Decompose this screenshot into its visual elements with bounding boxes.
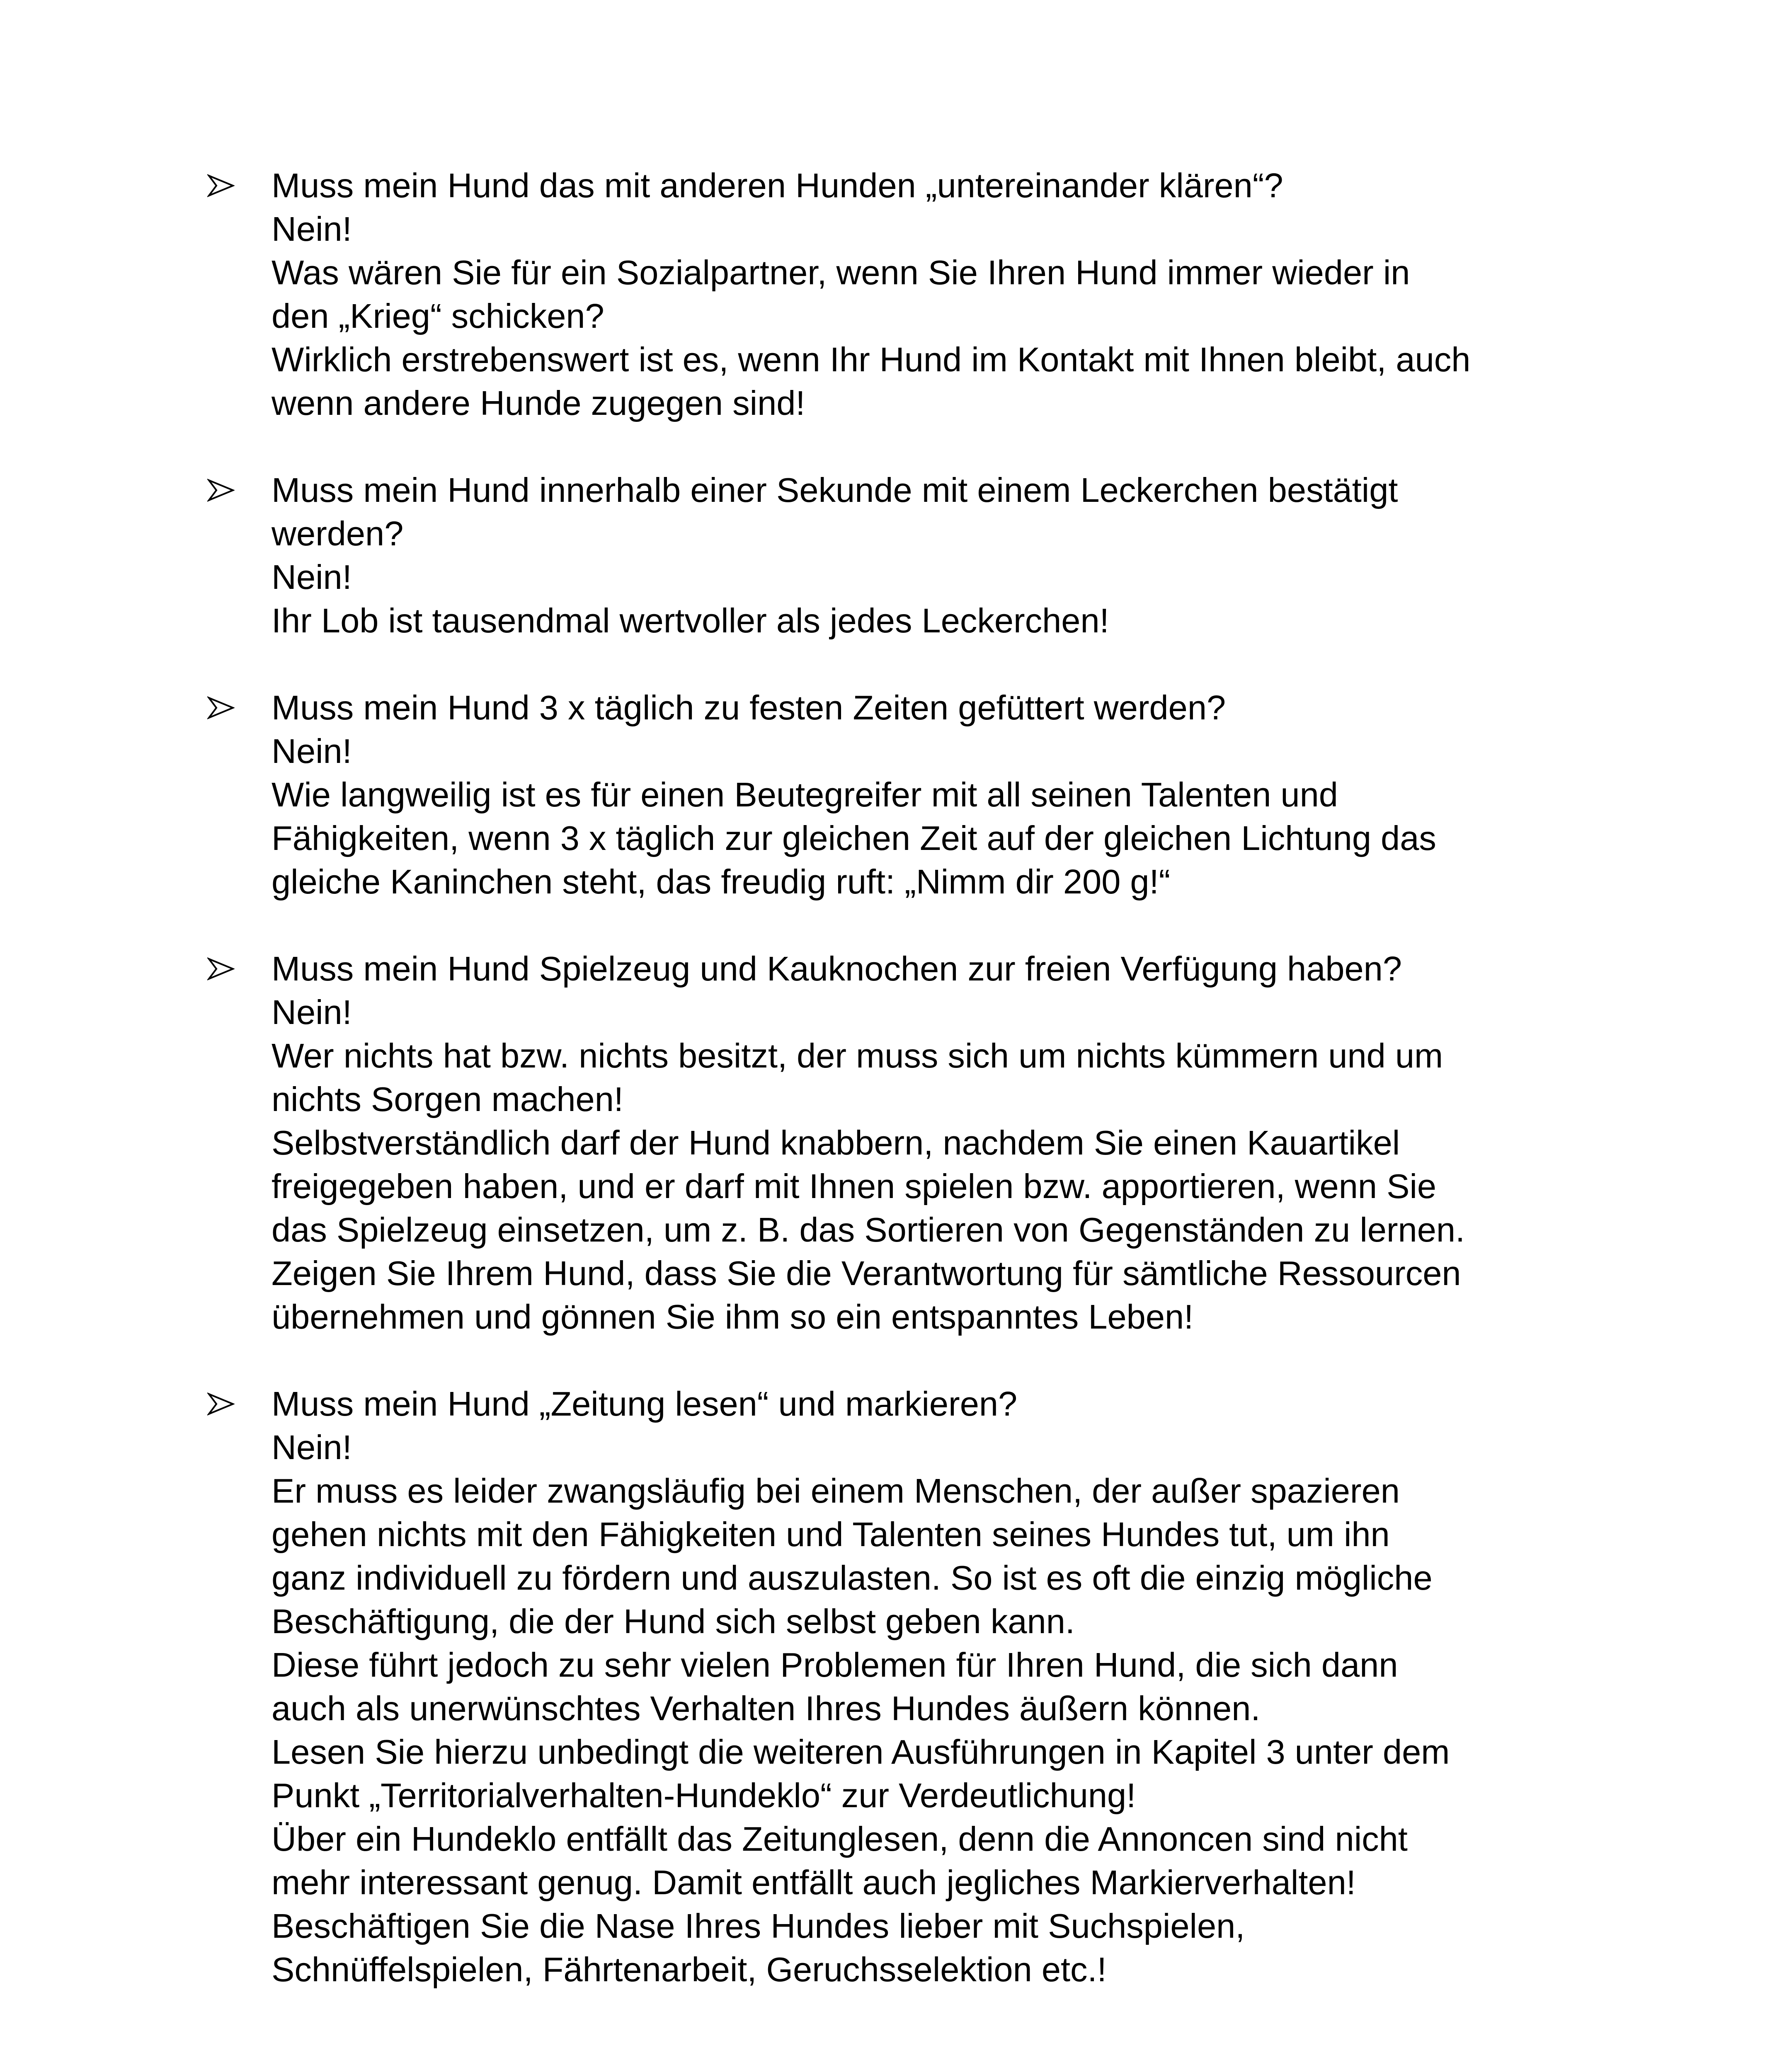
- faq-answer-line: nichts Sorgen machen!: [272, 1080, 623, 1118]
- faq-answer-line: Wirklich erstrebenswert ist es, wenn Ihr Hund im Kontakt mit Ihnen bleibt, auch: [272, 340, 1471, 379]
- faq-answer-line: Lesen Sie hierzu unbedingt die weiteren Ausführungen in Kapitel 3 unter dem: [272, 1733, 1450, 1771]
- faq-answer-line: Punkt „Territorialverhalten-Hundeklo“ zur Verdeutlichung!: [272, 1776, 1136, 1815]
- faq-answer-line: Selbstverständlich darf der Hund knabbern, nachdem Sie einen Kauartikel: [272, 1123, 1400, 1162]
- faq-answer-line: das Spielzeug einsetzen, um z. B. das Sortieren von Gegenständen zu lernen.: [272, 1210, 1465, 1249]
- faq-item: [207, 947, 1625, 1339]
- faq-answer-line: Diese führt jedoch zu sehr vielen Problemen für Ihren Hund, die sich dann: [272, 1646, 1398, 1684]
- faq-answer-line: mehr interessant genug. Damit entfällt auch jegliches Markierverhalten!: [272, 1863, 1356, 1902]
- faq-list: [207, 164, 1625, 2035]
- faq-answer-line: Was wären Sie für ein Sozialpartner, wenn Sie Ihren Hund immer wieder in: [272, 253, 1410, 292]
- faq-answer-line: ganz individuell zu fördern und auszulasten. So ist es oft die einzig mögliche: [272, 1559, 1433, 1597]
- faq-answer-line: Beschäftigung, die der Hund sich selbst geben kann.: [272, 1602, 1075, 1641]
- faq-question: Muss mein Hund innerhalb einer Sekunde mit einem Leckerchen bestätigt: [272, 471, 1398, 509]
- faq-answer-line: Nein!: [272, 210, 352, 248]
- faq-answer-line: Er muss es leider zwangsläufig bei einem Menschen, der außer spazieren: [272, 1472, 1400, 1510]
- faq-question: Muss mein Hund 3 x täglich zu festen Zeiten gefüttert werden?: [272, 688, 1226, 727]
- faq-answer-line: Zeigen Sie Ihrem Hund, dass Sie die Verantwortung für sämtliche Ressourcen: [272, 1254, 1461, 1293]
- faq-answer-line: Wer nichts hat bzw. nichts besitzt, der muss sich um nichts kümmern und um: [272, 1036, 1443, 1075]
- faq-answer-line: Nein!: [272, 732, 352, 770]
- faq-answer-line: Beschäftigen Sie die Nase Ihres Hundes lieber mit Suchspielen,: [272, 1907, 1245, 1945]
- faq-item: [207, 468, 1625, 642]
- faq-answer-line: freigegeben haben, und er darf mit Ihnen spielen bzw. apportieren, wenn Sie: [272, 1167, 1437, 1205]
- arrowhead-bullet-icon: [207, 468, 240, 512]
- faq-question: Muss mein Hund Spielzeug und Kauknochen zur freien Verfügung haben?: [272, 949, 1402, 988]
- faq-answer-line: den „Krieg“ schicken?: [272, 297, 604, 335]
- faq-question-continuation: werden?: [272, 514, 404, 553]
- faq-answer-line: wenn andere Hunde zugegen sind!: [272, 384, 805, 422]
- faq-question: Muss mein Hund das mit anderen Hunden „untereinander klären“?: [272, 166, 1283, 205]
- arrowhead-bullet-icon: [207, 686, 240, 729]
- arrowhead-bullet-icon: [207, 1382, 240, 1426]
- faq-item: [207, 1382, 1625, 1991]
- faq-answer-line: auch als unerwünschtes Verhalten Ihres Hundes äußern können.: [272, 1689, 1261, 1728]
- faq-item: [207, 164, 1625, 425]
- faq-answer-line: Ihr Lob ist tausendmal wertvoller als jedes Leckerchen!: [272, 601, 1109, 640]
- faq-answer-line: Über ein Hundeklo entfällt das Zeitunglesen, denn die Annoncen sind nicht: [272, 1820, 1408, 1858]
- faq-answer-line: gleiche Kaninchen steht, das freudig ruft: „Nimm dir 200 g!“: [272, 862, 1171, 901]
- faq-question: Muss mein Hund „Zeitung lesen“ und markieren?: [272, 1385, 1018, 1423]
- faq-answer-line: Fähigkeiten, wenn 3 x täglich zur gleichen Zeit auf der gleichen Lichtung das: [272, 819, 1436, 857]
- faq-answer-line: Schnüffelspielen, Fährtenarbeit, Geruchsselektion etc.!: [272, 1950, 1107, 1989]
- faq-answer-line: Nein!: [272, 1428, 352, 1467]
- faq-answer-line: Nein!: [272, 558, 352, 596]
- faq-answer-line: Wie langweilig ist es für einen Beutegreifer mit all seinen Talenten und: [272, 775, 1338, 814]
- arrowhead-bullet-icon: [207, 947, 240, 990]
- arrowhead-bullet-icon: [207, 164, 240, 207]
- faq-answer-line: Nein!: [272, 993, 352, 1031]
- faq-answer-line: gehen nichts mit den Fähigkeiten und Talenten seines Hundes tut, um ihn: [272, 1515, 1390, 1554]
- faq-item: [207, 686, 1625, 903]
- faq-answer-line: übernehmen und gönnen Sie ihm so ein entspanntes Leben!: [272, 1297, 1194, 1336]
